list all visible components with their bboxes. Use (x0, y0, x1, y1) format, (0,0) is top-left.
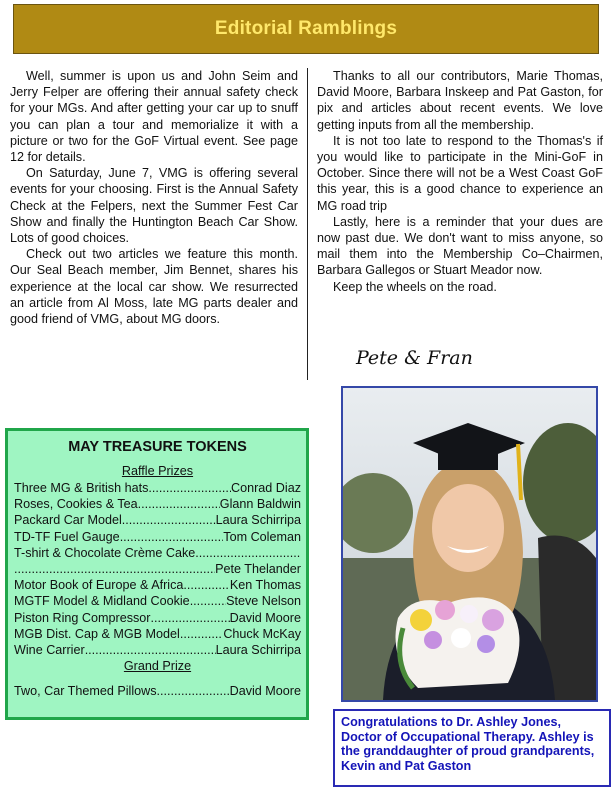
treasure-tokens-box (5, 428, 309, 720)
prize-row (14, 577, 301, 593)
prize-winner: Ken Thomas (229, 578, 301, 593)
prize-item: Motor Book of Europe & Africa (14, 578, 184, 593)
editorial-right-column (317, 68, 603, 295)
photo-caption: Congratulations to Dr. Ashley Jones, Doctor of Occupational Therapy. Ashley is the granddaughter of proud grandparents, Kevin and Pat Gaston (333, 709, 611, 787)
editorial-paragraph: Keep the wheels on the road. (333, 279, 497, 294)
grand-prize-row (14, 683, 301, 699)
prize-item: Wine Carrier (14, 643, 85, 658)
prize-row (14, 496, 301, 512)
prize-item: Two, Car Themed Pillows (14, 684, 157, 699)
section-title: Editorial Ramblings (214, 18, 398, 39)
prize-winner: Laura Schirripa (215, 513, 301, 528)
prize-winner: Conrad Diaz (231, 481, 301, 495)
editorial-paragraph: Thanks to all our contributors, Marie Thomas, David Moore, Barbara Inskeep and Pat Gaston, for pix and articles about recent events. We love getting inputs from all the membership. (317, 69, 603, 132)
prize-row (14, 593, 301, 609)
editorial-paragraph: It is not too late to respond to the Thomas's if you would like to participate in the Mini-GoF in October. Since there will not be a West Coast GoF this year, this is a good chance to experience an MG road trip (317, 133, 603, 213)
prize-row (14, 480, 301, 496)
prize-row (14, 512, 301, 528)
raffle-heading: Raffle Prizes (121, 464, 194, 478)
prize-row (14, 626, 301, 642)
prize-winner: Pete Thelander (215, 562, 301, 577)
prize-winner: David Moore (229, 610, 301, 625)
grand-prize-heading: Grand Prize (123, 659, 192, 674)
prize-row (14, 610, 301, 626)
prize-winner: Steve Nelson (226, 594, 301, 609)
editorial-left-column (10, 68, 298, 327)
tokens-title: MAY TREASURE TOKENS (68, 439, 247, 455)
prize-item: T-shirt & Chocolate Crème Cake (14, 545, 196, 560)
prize-item: Packard Car Model (14, 513, 122, 528)
raffle-list (14, 480, 301, 658)
prize-item: MGB Dist. Cap & MGB Model (14, 626, 180, 641)
editor-signature: Pete & Fran (356, 347, 473, 369)
prize-row (14, 545, 301, 561)
editorial-paragraph: Lastly, here is a reminder that your dues are now past due. We don't want to miss anyone, so mail them into the Membership Co–Chairmen, Barbara Gallegos or Stuart Meador now. (317, 214, 603, 278)
editorial-paragraph: On Saturday, June 7, VMG is offering several events for your choosing. First is the Annual Safety Check at the Felpers, next the Summer Fest Car Show and finally the Huntington Beach Car Show. Lots of good choices. (10, 166, 298, 246)
prize-winner: David Moore (229, 684, 301, 699)
graduate-photo (341, 386, 598, 702)
prize-item: MGTF Model & Midland Cookie (14, 594, 190, 609)
prize-row (14, 561, 301, 577)
editorial-paragraph: Check out two articles we feature this month. Our Seal Beach member, Jim Bennet, shares his experience at the local car show. We resurrected an article from Al Moss, late MG parts dealer and good friend of VMG, about MG doors. (10, 247, 298, 327)
prize-row (14, 642, 301, 658)
prize-row (14, 529, 301, 545)
column-divider (307, 68, 308, 380)
prize-winner: Tom Coleman (223, 529, 301, 544)
prize-winner: Glann Baldwin (219, 497, 301, 512)
prize-item: Three MG & British hats (14, 481, 149, 495)
prize-winner: Chuck McKay (223, 626, 301, 641)
editorial-paragraph: Well, summer is upon us and John Seim and Jerry Felper are offering their annual safety check for your MGs. And after getting your car up to snuff you can plan a tour and memorialize it with a picture or two for the GoF Virtual event. See page 12 for details. (10, 69, 298, 165)
prize-item: Piston Ring Compressor (14, 610, 151, 625)
prize-item: Roses, Cookies & Tea (14, 497, 138, 512)
prize-winner: Laura Schirripa (215, 643, 301, 658)
section-banner (13, 4, 599, 54)
graduate-photo-image (343, 388, 596, 700)
prize-item: TD-TF Fuel Gauge (14, 529, 120, 544)
